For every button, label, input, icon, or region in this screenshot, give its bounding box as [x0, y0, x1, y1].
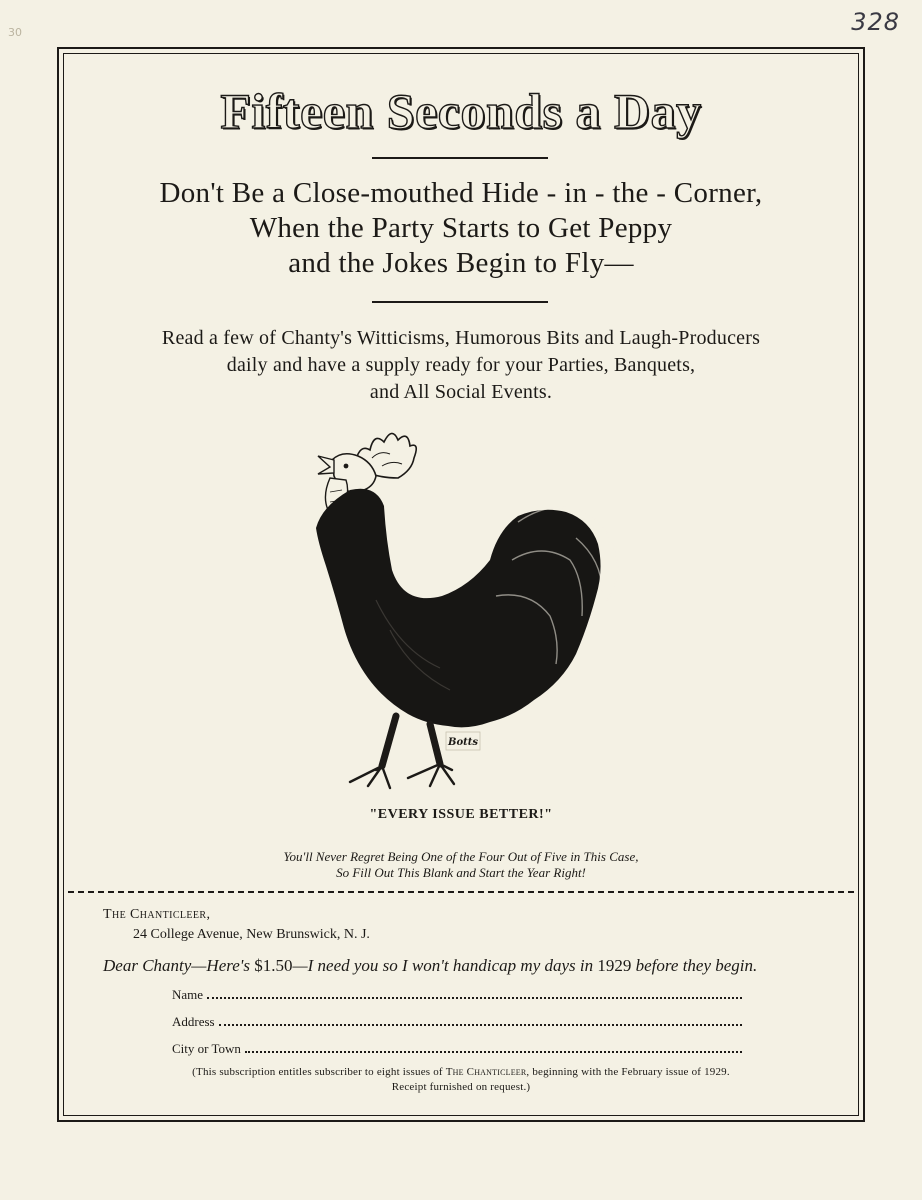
italic-note [63, 849, 859, 881]
disclaimer-line-2: Receipt furnished on request.) [391, 1081, 531, 1093]
city-label: City or Town [172, 1041, 241, 1056]
subhead-line-1: Don't Be a Close-mouthed Hide - in - the - Corner, [159, 177, 763, 209]
disclaimer-part-1: (This subscription entitles subscriber to eight issues of [192, 1066, 446, 1078]
disclaimer-part-2: , beginning with the February issue of 1929. [526, 1066, 730, 1078]
divider-rule-bottom [372, 301, 548, 303]
dear-suffix: before they begin. [631, 956, 758, 975]
rooster-body [316, 489, 601, 728]
subheadline [63, 176, 859, 281]
tagline: "EVERY ISSUE BETTER!" [369, 807, 553, 822]
subhead-line-2: When the Party Starts to Get Peppy [249, 212, 673, 244]
divider-rule-top [372, 157, 548, 159]
headline: Fifteen Seconds a Day [220, 83, 702, 139]
city-blank[interactable] [245, 1051, 742, 1053]
italic-note-line-2: So Fill Out This Blank and Start the Year Right! [336, 865, 586, 880]
corner-mark: 30 [8, 26, 22, 39]
dear-chanty-line [103, 956, 757, 976]
subscription-amount: $1.50 [254, 956, 293, 975]
body-copy [63, 325, 859, 406]
body-line-1: Read a few of Chanty's Witticisms, Humorous Bits and Laugh-Producers [161, 327, 761, 349]
address-label: Address [172, 1014, 215, 1029]
rooster-legs [382, 716, 440, 766]
publication-name: The Chanticleer, [103, 907, 211, 922]
address-blank[interactable] [219, 1024, 742, 1026]
disclaimer-publication: The Chanticleer [445, 1066, 527, 1078]
name-blank[interactable] [207, 997, 742, 999]
page-number: 328 [851, 8, 900, 36]
dear-middle: —I need you so I won't handicap my days in [292, 956, 598, 975]
body-line-2: daily and have a supply ready for your Parties, Banquets, [226, 354, 696, 376]
italic-note-line-1: You'll Never Regret Being One of the Four Out of Five in This Case, [283, 849, 639, 864]
artist-signature: Botts [448, 737, 478, 748]
coupon-cut-line [68, 891, 854, 893]
subscription-disclaimer [63, 1065, 859, 1095]
dear-prefix: Dear Chanty—Here's [103, 956, 255, 975]
address-field[interactable] [172, 1012, 742, 1030]
dear-year: 1929 [597, 956, 632, 975]
name-label: Name [172, 987, 204, 1002]
rooster-beak [318, 456, 334, 474]
subhead-line-3: and the Jokes Begin to Fly— [288, 247, 634, 279]
body-line-3: and All Social Events. [369, 381, 553, 403]
disclaimer-line-1 [63, 1065, 859, 1080]
name-field[interactable] [172, 985, 742, 1003]
publication-address: 24 College Avenue, New Brunswick, N. J. [133, 927, 370, 942]
city-field[interactable] [172, 1039, 742, 1057]
rooster-illustration [280, 420, 640, 810]
